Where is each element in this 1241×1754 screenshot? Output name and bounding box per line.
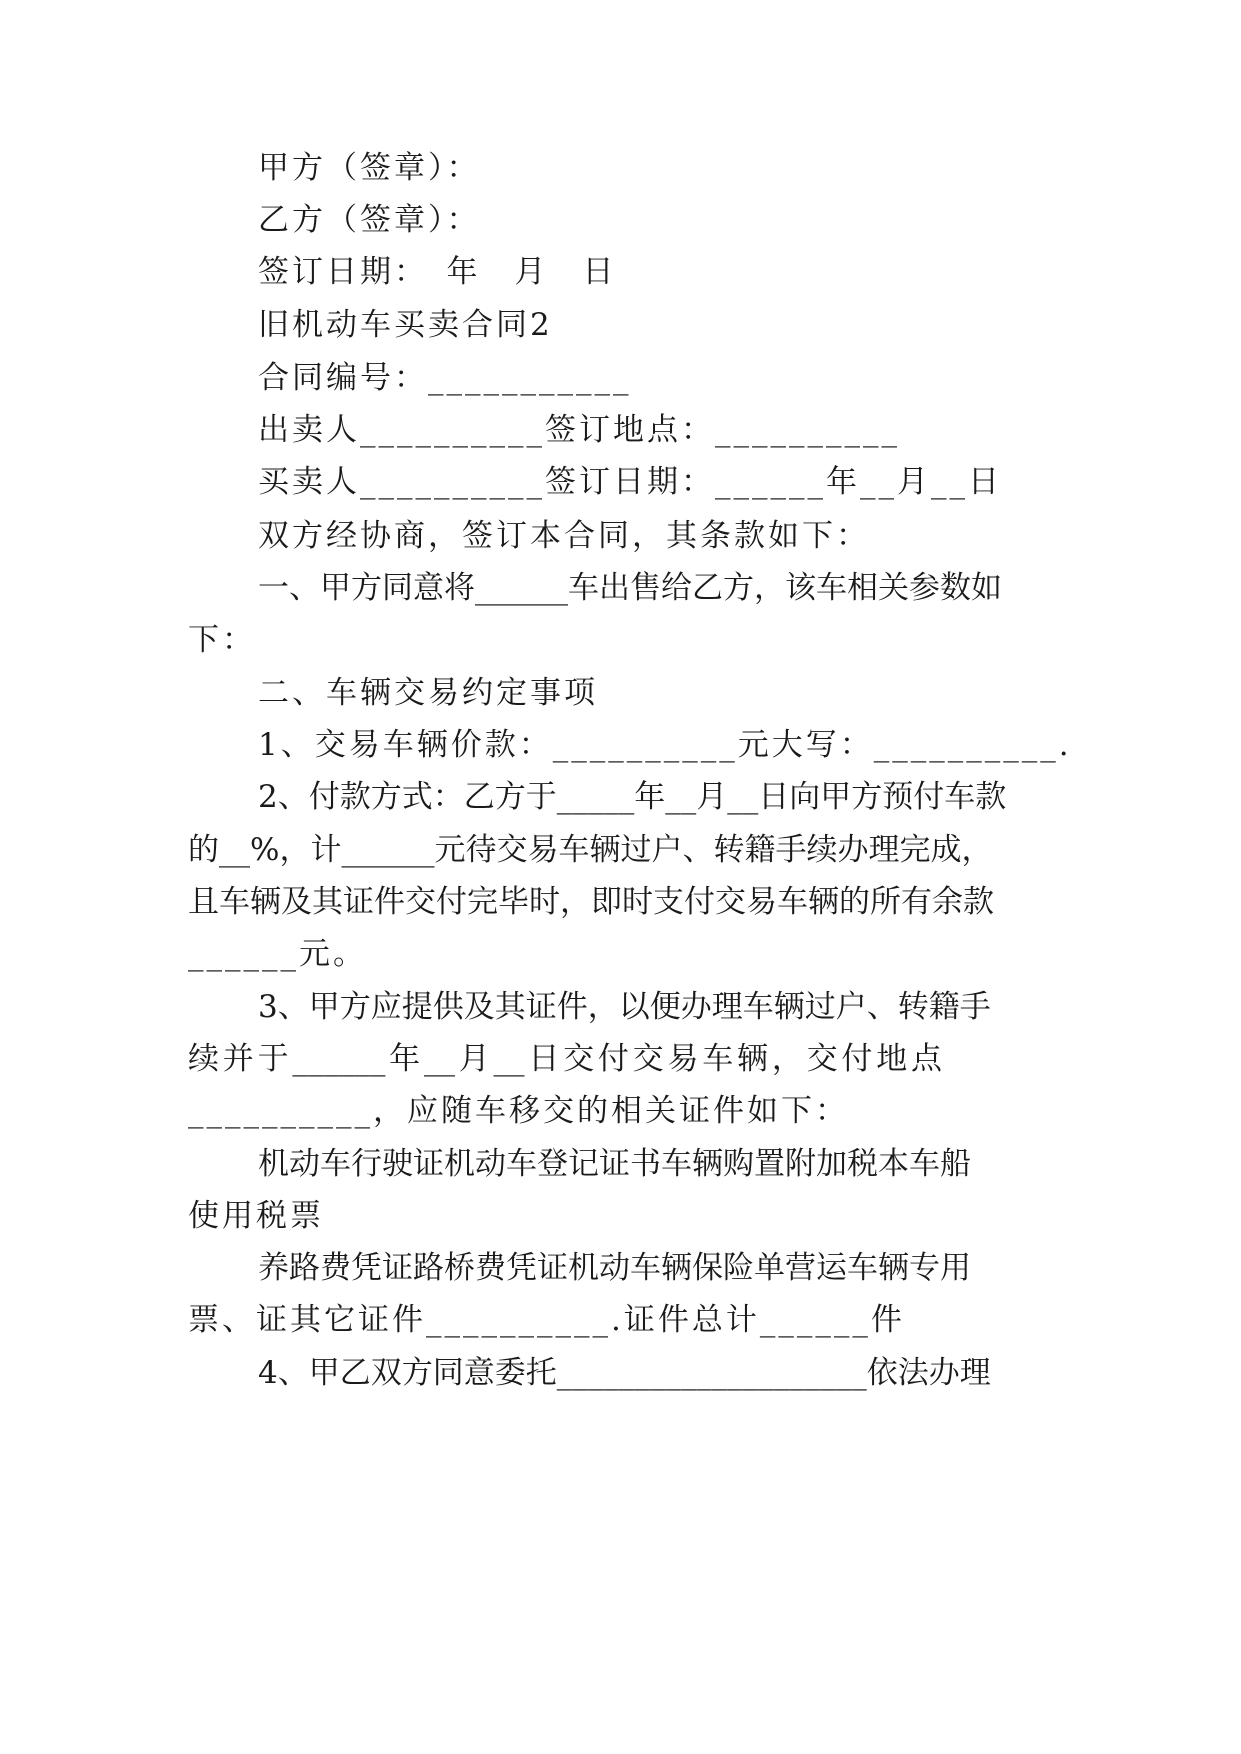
documents-list-line-3: 养路费凭证路桥费凭证机动车辆保险单营运车辆专用 (258, 1250, 971, 1286)
clause-1-line-2: 下： (188, 622, 256, 658)
clause-2-item-3-line-1: 3、甲方应提供及其证件，以便办理车辆过户、转籍手 (258, 989, 991, 1025)
clause-2-item-3-line-3: __________，应随车移交的相关证件如下： (188, 1093, 849, 1129)
documents-list-line-1: 机动车行驶证机动车登记证书车辆购置附加税本车船 (258, 1146, 971, 1182)
documents-list-line-4: 票、证其它证件__________.证件总计______件 (188, 1302, 905, 1338)
clause-2-item-3-line-2: 续并于______年__月__日交付交易车辆，交付地点 (188, 1041, 942, 1077)
signing-date-line: 签订日期： 年 月 日 (258, 254, 617, 290)
clause-2-item-2-line-4: ______元。 (188, 936, 367, 972)
buyer-line: 买卖人__________签订日期：______年__月__日 (258, 464, 1002, 500)
clause-1-line-1: 一、甲方同意将______车出售给乙方，该车相关参数如 (258, 570, 1002, 606)
clause-2-item-2-line-1: 2、付款方式：乙方于_____年__月__日向甲方预付车款 (258, 779, 1007, 815)
seller-line: 出卖人__________签订地点：__________ (258, 412, 900, 448)
intro-paragraph: 双方经协商，签订本合同，其条款如下： (258, 518, 870, 554)
contract-title: 旧机动车买卖合同2 (258, 307, 553, 343)
documents-list-line-2: 使用税票 (188, 1198, 324, 1234)
clause-2-heading: 二、车辆交易约定事项 (258, 675, 598, 711)
party-b-signature-line: 乙方（签章）： (258, 202, 481, 238)
party-a-signature-line: 甲方（签章）： (258, 150, 481, 186)
clause-2-item-4-line-1: 4、甲乙双方同意委托____________________依法办理 (258, 1355, 991, 1391)
contract-number-line: 合同编号：___________ (258, 360, 632, 396)
clause-2-item-2-line-2: 的__%，计______元待交易车辆过户、转籍手续办理完成， (188, 832, 993, 868)
clause-2-item-2-line-3: 且车辆及其证件交付完毕时，即时支付交易车辆的所有余款 (188, 884, 994, 920)
clause-2-item-1: 1、交易车辆价款：__________元大写：__________. (258, 727, 1072, 763)
